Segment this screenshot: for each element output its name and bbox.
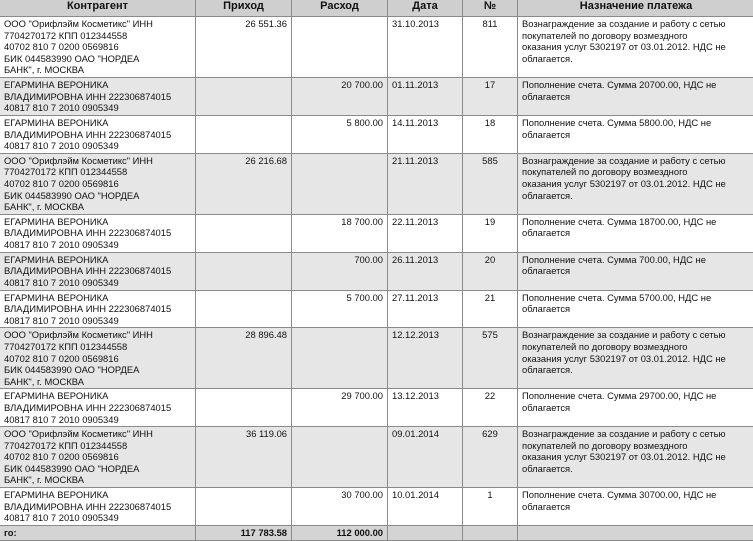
cell-date: 21.11.2013 bbox=[388, 153, 463, 214]
cell-purpose: Пополнение счета. Сумма 5800.00, НДС не облагается bbox=[518, 116, 753, 154]
table-row[interactable] bbox=[0, 17, 753, 78]
cell-counterparty: ЕГАРМИНА ВЕРОНИКА ВЛАДИМИРОВНА ИНН 222306874015 40817 810 7 2010 0905349 bbox=[0, 488, 196, 526]
table-row[interactable] bbox=[0, 488, 753, 526]
cell-counterparty: ООО "Орифлэйм Косметикс" ИНН 7704270172 КПП 012344558 40702 810 7 0200 0569816 БИК 044583990 ОАО "НОРДЕА БАНК", г. МОСКВА bbox=[0, 17, 196, 78]
cell-number: 21 bbox=[463, 290, 518, 328]
table-row[interactable] bbox=[0, 214, 753, 252]
cell-income bbox=[196, 116, 292, 154]
cell-income bbox=[196, 214, 292, 252]
cell-date: 27.11.2013 bbox=[388, 290, 463, 328]
cell-income: 26 216.68 bbox=[196, 153, 292, 214]
table-row[interactable] bbox=[0, 78, 753, 116]
cell-date: 26.11.2013 bbox=[388, 252, 463, 290]
total-label: го: bbox=[0, 525, 196, 540]
cell-expense: 5 800.00 bbox=[292, 116, 388, 154]
cell-expense: 30 700.00 bbox=[292, 488, 388, 526]
cell-income bbox=[196, 389, 292, 427]
cell-expense: 18 700.00 bbox=[292, 214, 388, 252]
cell-income: 36 119.06 bbox=[196, 427, 292, 488]
cell-counterparty: ЕГАРМИНА ВЕРОНИКА ВЛАДИМИРОВНА ИНН 222306874015 40817 810 7 2010 0905349 bbox=[0, 116, 196, 154]
cell-purpose: Пополнение счета. Сумма 20700.00, НДС не облагается bbox=[518, 78, 753, 116]
cell-expense bbox=[292, 17, 388, 78]
total-empty-date bbox=[388, 525, 463, 540]
cell-purpose: Вознаграждение за создание и работу с сетью покупателей по договору возмездного оказания услуг 5302197 от 03.01.2012. НДС не облагается. bbox=[518, 153, 753, 214]
cell-purpose: Пополнение счета. Сумма 30700.00, НДС не облагается bbox=[518, 488, 753, 526]
table-row[interactable] bbox=[0, 290, 753, 328]
cell-income bbox=[196, 78, 292, 116]
cell-expense bbox=[292, 427, 388, 488]
cell-number: 629 bbox=[463, 427, 518, 488]
cell-number: 18 bbox=[463, 116, 518, 154]
cell-income bbox=[196, 488, 292, 526]
cell-number: 17 bbox=[463, 78, 518, 116]
cell-number: 20 bbox=[463, 252, 518, 290]
cell-number: 1 bbox=[463, 488, 518, 526]
table-row[interactable] bbox=[0, 153, 753, 214]
cell-expense bbox=[292, 153, 388, 214]
total-empty-number bbox=[463, 525, 518, 540]
cell-purpose: Пополнение счета. Сумма 18700.00, НДС не облагается bbox=[518, 214, 753, 252]
cell-date: 09.01.2014 bbox=[388, 427, 463, 488]
cell-purpose: Вознаграждение за создание и работу с сетью покупателей по договору возмездного оказания услуг 5302197 от 03.01.2012. НДС не облагается. bbox=[518, 17, 753, 78]
table-row[interactable] bbox=[0, 427, 753, 488]
cell-date: 13.12.2013 bbox=[388, 389, 463, 427]
cell-expense: 29 700.00 bbox=[292, 389, 388, 427]
cell-counterparty: ЕГАРМИНА ВЕРОНИКА ВЛАДИМИРОВНА ИНН 222306874015 40817 810 7 2010 0905349 bbox=[0, 78, 196, 116]
cell-counterparty: ЕГАРМИНА ВЕРОНИКА ВЛАДИМИРОВНА ИНН 222306874015 40817 810 7 2010 0905349 bbox=[0, 290, 196, 328]
cell-counterparty: ЕГАРМИНА ВЕРОНИКА ВЛАДИМИРОВНА ИНН 222306874015 40817 810 7 2010 0905349 bbox=[0, 252, 196, 290]
header-expense[interactable]: Расход bbox=[292, 0, 388, 17]
cell-date: 22.11.2013 bbox=[388, 214, 463, 252]
cell-income bbox=[196, 252, 292, 290]
cell-expense bbox=[292, 328, 388, 389]
cell-purpose: Вознаграждение за создание и работу с сетью покупателей по договору возмездного оказания услуг 5302197 от 03.01.2012. НДС не облагается. bbox=[518, 328, 753, 389]
header-purpose[interactable]: Назначение платежа bbox=[518, 0, 753, 17]
cell-income bbox=[196, 290, 292, 328]
cell-counterparty: ООО "Орифлэйм Косметикс" ИНН 7704270172 КПП 012344558 40702 810 7 0200 0569816 БИК 044583990 ОАО "НОРДЕА БАНК", г. МОСКВА bbox=[0, 328, 196, 389]
table-row[interactable] bbox=[0, 389, 753, 427]
cell-counterparty: ООО "Орифлэйм Косметикс" ИНН 7704270172 КПП 012344558 40702 810 7 0200 0569816 БИК 044583990 ОАО "НОРДЕА БАНК", г. МОСКВА bbox=[0, 427, 196, 488]
cell-number: 19 bbox=[463, 214, 518, 252]
header-date[interactable]: Дата bbox=[388, 0, 463, 17]
cell-number: 811 bbox=[463, 17, 518, 78]
cell-date: 31.10.2013 bbox=[388, 17, 463, 78]
cell-purpose: Пополнение счета. Сумма 5700.00, НДС не облагается bbox=[518, 290, 753, 328]
cell-date: 12.12.2013 bbox=[388, 328, 463, 389]
cell-income: 26 551.36 bbox=[196, 17, 292, 78]
cell-expense: 20 700.00 bbox=[292, 78, 388, 116]
header-income[interactable]: Приход bbox=[196, 0, 292, 17]
cell-date: 10.01.2014 bbox=[388, 488, 463, 526]
total-row bbox=[0, 525, 753, 540]
cell-purpose: Вознаграждение за создание и работу с сетью покупателей по договору возмездного оказания услуг 5302197 от 03.01.2012. НДС не облагается. bbox=[518, 427, 753, 488]
cell-number: 585 bbox=[463, 153, 518, 214]
cell-purpose: Пополнение счета. Сумма 29700.00, НДС не облагается bbox=[518, 389, 753, 427]
header-number[interactable]: № bbox=[463, 0, 518, 17]
header-counterparty[interactable]: Контрагент bbox=[0, 0, 196, 17]
table-row[interactable] bbox=[0, 252, 753, 290]
table-header-row bbox=[0, 0, 753, 17]
total-empty-purpose bbox=[518, 525, 753, 540]
total-income: 117 783.58 bbox=[196, 525, 292, 540]
cell-number: 22 bbox=[463, 389, 518, 427]
cell-counterparty: ООО "Орифлэйм Косметикс" ИНН 7704270172 КПП 012344558 40702 810 7 0200 0569816 БИК 044583990 ОАО "НОРДЕА БАНК", г. МОСКВА bbox=[0, 153, 196, 214]
cell-number: 575 bbox=[463, 328, 518, 389]
cell-expense: 700.00 bbox=[292, 252, 388, 290]
table-row[interactable] bbox=[0, 328, 753, 389]
cell-date: 01.11.2013 bbox=[388, 78, 463, 116]
cell-purpose: Пополнение счета. Сумма 700.00, НДС не облагается bbox=[518, 252, 753, 290]
total-expense: 112 000.00 bbox=[292, 525, 388, 540]
cell-expense: 5 700.00 bbox=[292, 290, 388, 328]
cell-counterparty: ЕГАРМИНА ВЕРОНИКА ВЛАДИМИРОВНА ИНН 222306874015 40817 810 7 2010 0905349 bbox=[0, 214, 196, 252]
cell-counterparty: ЕГАРМИНА ВЕРОНИКА ВЛАДИМИРОВНА ИНН 222306874015 40817 810 7 2010 0905349 bbox=[0, 389, 196, 427]
cell-income: 28 896.48 bbox=[196, 328, 292, 389]
cell-date: 14.11.2013 bbox=[388, 116, 463, 154]
table-row[interactable] bbox=[0, 116, 753, 154]
